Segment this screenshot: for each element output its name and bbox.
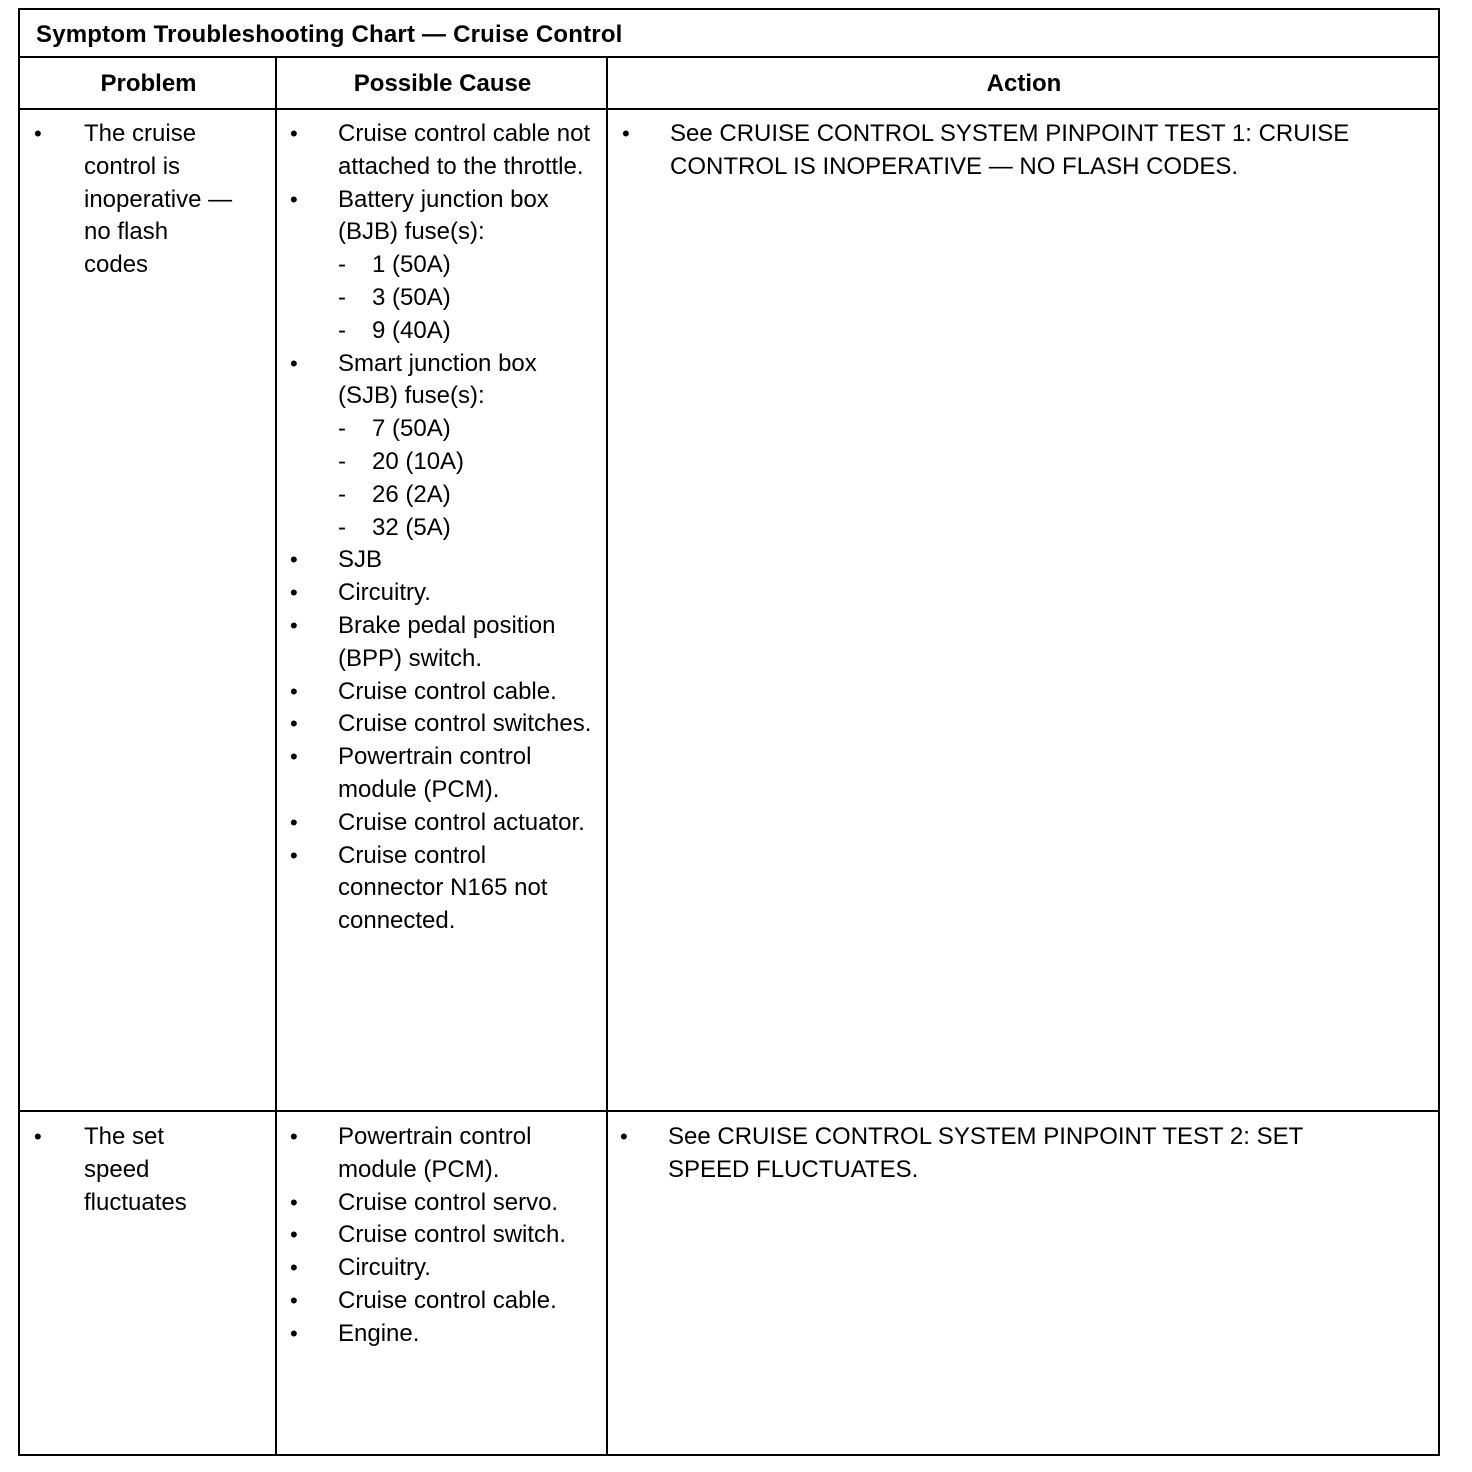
bullet-icon: • bbox=[290, 1255, 298, 1281]
dash-marker: - bbox=[338, 251, 346, 279]
cause-text: SJB bbox=[338, 546, 383, 574]
fuse-item bbox=[338, 413, 596, 446]
cause-text: Cruise control switches. bbox=[338, 710, 592, 738]
fuse-item bbox=[338, 512, 596, 545]
cause-text: Circuitry. bbox=[338, 579, 431, 607]
row-2-problem-cell bbox=[34, 1121, 234, 1219]
cause-item bbox=[290, 1285, 596, 1318]
bullet-icon: • bbox=[290, 121, 298, 146]
fuse-text: 3 (50A) bbox=[372, 283, 451, 311]
cause-text: Cruise control actuator. bbox=[338, 808, 585, 836]
action-item bbox=[622, 118, 1362, 184]
row-1-action-cell bbox=[622, 118, 1362, 184]
cause-item bbox=[290, 610, 596, 676]
fuse-item bbox=[338, 282, 596, 315]
bullet-icon: • bbox=[622, 121, 630, 146]
header-divider bbox=[20, 108, 1438, 110]
column-divider-2 bbox=[606, 58, 608, 1456]
cause-item bbox=[290, 118, 596, 184]
problem-item bbox=[34, 118, 234, 282]
cause-item bbox=[290, 741, 596, 807]
cause-item bbox=[290, 1318, 596, 1351]
bullet-icon: • bbox=[290, 744, 298, 770]
fuse-text: 26 (2A) bbox=[372, 480, 451, 508]
cause-text: Circuitry. bbox=[338, 1254, 431, 1282]
cause-item bbox=[290, 840, 596, 938]
action-item bbox=[620, 1121, 1360, 1187]
bullet-icon: • bbox=[290, 711, 298, 737]
row-2-cause-cell bbox=[290, 1121, 596, 1351]
cause-text: Cruise control cable not attached to the throttle. bbox=[338, 120, 591, 180]
bullet-icon: • bbox=[290, 1222, 298, 1248]
problem-item bbox=[34, 1121, 234, 1219]
cause-item bbox=[290, 1219, 596, 1252]
cause-item bbox=[290, 577, 596, 610]
cause-item bbox=[290, 1187, 596, 1220]
row-1-cause-cell bbox=[290, 118, 596, 938]
bullet-icon: • bbox=[290, 186, 298, 212]
row-divider bbox=[20, 1110, 1438, 1112]
fuse-item bbox=[338, 446, 596, 479]
fuse-text: 32 (5A) bbox=[372, 513, 451, 541]
fuse-item bbox=[338, 479, 596, 512]
bullet-icon: • bbox=[290, 612, 298, 638]
bullet-icon: • bbox=[290, 1189, 298, 1215]
troubleshooting-chart bbox=[18, 8, 1440, 1456]
cause-text: Powertrain control module (PCM). bbox=[338, 743, 532, 803]
cause-item bbox=[290, 544, 596, 577]
row-2-action-cell bbox=[620, 1121, 1360, 1187]
problem-text: The cruise control is inoperative — no flash codes bbox=[84, 120, 233, 279]
header-action: Action bbox=[986, 70, 1062, 97]
cause-item bbox=[290, 807, 596, 840]
bullet-icon: • bbox=[290, 580, 298, 606]
bullet-icon: • bbox=[620, 1124, 628, 1149]
bullet-icon: • bbox=[290, 1124, 298, 1149]
bullet-icon: • bbox=[290, 809, 298, 835]
cause-item bbox=[290, 676, 596, 709]
cause-item bbox=[290, 708, 596, 741]
bullet-icon: • bbox=[290, 350, 298, 376]
cause-text: Smart junction box (SJB) fuse(s): bbox=[338, 349, 537, 410]
dash-marker: - bbox=[338, 513, 346, 541]
dash-marker: - bbox=[338, 480, 346, 508]
cause-item bbox=[290, 1121, 596, 1187]
fuse-item bbox=[338, 315, 596, 348]
bullet-icon: • bbox=[290, 547, 298, 573]
cause-text: Battery junction box (BJB) fuse(s): bbox=[338, 185, 549, 246]
dash-marker: - bbox=[338, 283, 346, 311]
fuse-text: 1 (50A) bbox=[372, 251, 451, 279]
cause-text: Brake pedal position (BPP) switch. bbox=[338, 611, 556, 672]
bullet-icon: • bbox=[290, 1287, 298, 1313]
bullet-icon: • bbox=[34, 1124, 42, 1149]
header-possible-cause: Possible Cause bbox=[353, 70, 532, 97]
cause-text: Cruise control connector N165 not connected. bbox=[338, 841, 548, 935]
dash-marker: - bbox=[338, 415, 346, 443]
problem-text: The set speed fluctuates bbox=[84, 1123, 187, 1216]
bullet-icon: • bbox=[290, 1320, 298, 1346]
cause-text: Engine. bbox=[338, 1319, 420, 1347]
fuse-item bbox=[338, 249, 596, 282]
fuse-sublist bbox=[338, 413, 596, 544]
cause-list bbox=[290, 1121, 596, 1351]
cause-text: Cruise control switch. bbox=[338, 1221, 567, 1249]
chart-title: Symptom Troubleshooting Chart — Cruise Control bbox=[36, 21, 623, 48]
fuse-text: 20 (10A) bbox=[372, 447, 465, 475]
action-text: See CRUISE CONTROL SYSTEM PINPOINT TEST 2: SET SPEED FLUCTUATES. bbox=[668, 1123, 1303, 1183]
bullet-icon: • bbox=[290, 842, 298, 868]
action-text: See CRUISE CONTROL SYSTEM PINPOINT TEST 1: CRUISE CONTROL IS INOPERATIVE — NO FLASH CODES. bbox=[670, 120, 1350, 180]
column-divider-1 bbox=[275, 58, 277, 1456]
fuse-text: 9 (40A) bbox=[372, 316, 451, 344]
chart-title-bar bbox=[20, 10, 1438, 58]
bullet-icon: • bbox=[34, 121, 42, 146]
cause-text: Cruise control servo. bbox=[338, 1188, 559, 1216]
cause-item bbox=[290, 184, 596, 348]
fuse-sublist bbox=[338, 249, 596, 347]
dash-marker: - bbox=[338, 316, 346, 344]
header-problem: Problem bbox=[100, 70, 197, 97]
cause-item bbox=[290, 1252, 596, 1285]
bullet-icon: • bbox=[290, 678, 298, 704]
fuse-text: 7 (50A) bbox=[372, 415, 451, 443]
cause-text: Cruise control cable. bbox=[338, 1286, 557, 1314]
dash-marker: - bbox=[338, 447, 346, 475]
cause-list bbox=[290, 118, 596, 938]
row-1-problem-cell bbox=[34, 118, 234, 282]
cause-text: Cruise control cable. bbox=[338, 677, 557, 705]
cause-text: Powertrain control module (PCM). bbox=[338, 1123, 532, 1183]
cause-item bbox=[290, 348, 596, 545]
